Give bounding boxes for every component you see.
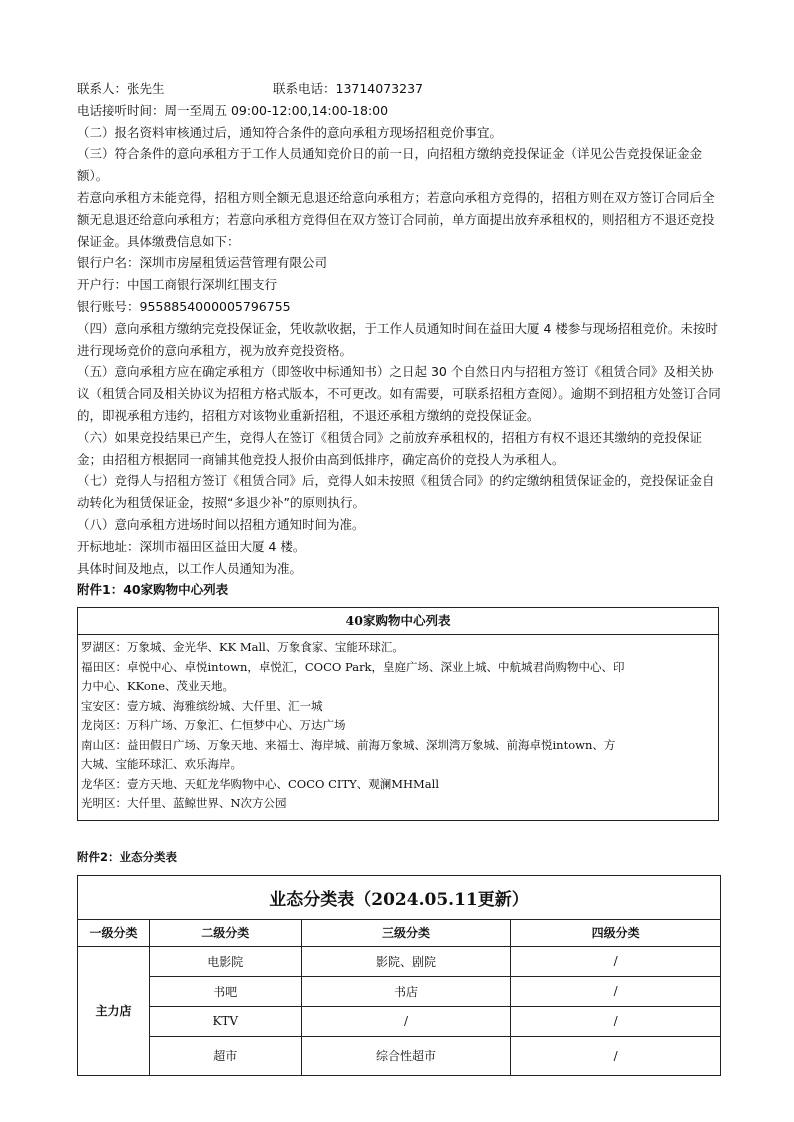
attachment1-heading: 附件1：40家购物中心列表 (77, 582, 229, 598)
district-line: 大城、宝能环球汇、欢乐海岸。 (81, 757, 242, 772)
table-cell: / (301, 1006, 511, 1036)
district-line: 福田区：卓悦中心、卓悦intown，卓悦汇，COCO Park，皇庭广场、深业上城、中航城君尚购物中心、印 (81, 659, 625, 674)
bank-account-number: 银行账号：9558854000005796755 (77, 298, 291, 314)
table-row (78, 1036, 721, 1075)
district-line: 龙华区：壹方天地、天虹龙华购物中心、COCO CITY、观澜MHMall (81, 776, 440, 791)
paragraph-8: （八）意向承租方进场时间以招租方通知时间为准。 (77, 516, 365, 532)
district-line: 罗湖区：万象城、金光华、KK Mall、万象食家、宝能环球汇。 (81, 640, 404, 655)
attachment2-heading: 附件2：业态分类表 (77, 849, 178, 864)
contact-hours: 电话接听时间：周一至周五 09:00-12:00,14:00-18:00 (77, 102, 389, 118)
bank-account-name: 银行户名：深圳市房屋租赁运营管理有限公司 (77, 255, 328, 271)
shopping-center-list-body (78, 635, 718, 820)
table-cell: 超市 (149, 1036, 301, 1075)
time-location-note: 具体时间及地点，以工作人员通知为准。 (77, 560, 303, 576)
shopping-center-list-title: 40家购物中心列表 (78, 608, 718, 635)
paragraph-3: （三）符合条件的意向承租方于工作人员通知竞价日的前一日，向招租方缴纳竞投保证金（详见公告竞投保证金金额）。 (77, 146, 703, 184)
table-row (78, 946, 721, 976)
table-cell: KTV (149, 1006, 301, 1036)
district-line: 南山区：益田假日广场、万象天地、来福士、海岸城、前海万象城、深圳湾万象城、前海卓悦intown、方 (81, 737, 616, 752)
table-cell: 电影院 (149, 946, 301, 976)
table-cell: / (511, 1006, 721, 1036)
business-category-table (77, 875, 721, 1076)
contact-row (77, 78, 722, 100)
table-cell: / (511, 976, 721, 1006)
table-cell: 书店 (301, 976, 511, 1006)
group-cell: 主力店 (78, 946, 150, 1075)
district-line: 宝安区：壹方城、海雅缤纷城、大仟里、汇一城 (81, 698, 323, 713)
paragraph-3b: 若意向承租方未能竞得，招租方则全额无息退还给意向承租方；若意向承租方竞得的，招租方则在双方签订合同后全额无息退还给意向承租方；若意向承租方竞得但在双方签订合同前，单方面提出放弃承租权的，则招租方不退还竞投保证金。具体缴费信息如下： (77, 189, 715, 249)
bank-name: 开户行：中国工商银行深圳红围支行 (77, 277, 278, 293)
district-line: 龙岗区：万科广场、万象汇、仁恒梦中心、万达广场 (81, 718, 346, 733)
contact-phone: 联系电话：13714073237 (273, 81, 423, 96)
table-cell: / (511, 946, 721, 976)
column-header-level3: 三级分类 (301, 919, 511, 946)
document-page (77, 78, 722, 1076)
table-cell: / (511, 1036, 721, 1075)
column-header-level2: 二级分类 (149, 919, 301, 946)
paragraph-2: （二）报名资料审核通过后，通知符合条件的意向承租方现场招租竞价事宜。 (77, 124, 503, 140)
table-cell: 影院、剧院 (301, 946, 511, 976)
paragraph-4: （四）意向承租方缴纳完竞投保证金，凭收款收据，于工作人员通知时间在益田大厦 4 楼参与现场招租竞价。未按时进行现场竞价的意向承租方，视为放弃竞投资格。 (77, 320, 718, 358)
column-header-level1: 一级分类 (78, 919, 150, 946)
paragraph-7: （七）竞得人与招租方签订《租赁合同》后，竞得人如未按照《租赁合同》的约定缴纳租赁保证金的，竞投保证金自动转化为租赁保证金，按照“多退少补”的原则执行。 (77, 473, 715, 511)
bid-address: 开标地址：深圳市福田区益田大厦 4 楼。 (77, 538, 306, 554)
table-cell: 书吧 (149, 976, 301, 1006)
district-line: 力中心、KKone、茂业天地。 (81, 679, 235, 694)
paragraph-5: （五）意向承租方应在确定承租方（即签收中标通知书）之日起 30 个自然日内与招租方签订《租赁合同》及相关协议（租赁合同及相关协议为招租方格式版本，不可更改。如有需要，可联系招租方查阅）。逾期不到招租方处签订合同的，即视承租方违约，招租方对该物业重新招租，不退还承租方缴纳的竞投保证金。 (77, 364, 721, 423)
contact-person: 联系人：张先生 (77, 81, 165, 96)
table-row (78, 976, 721, 1006)
district-line: 光明区：大仟里、蓝鲸世界、N次方公园 (81, 796, 287, 811)
column-header-level4: 四级分类 (511, 919, 721, 946)
table-cell: 综合性超市 (301, 1036, 511, 1075)
table-row (78, 1006, 721, 1036)
shopping-center-list-box (77, 607, 719, 821)
table-title: 业态分类表（2024.05.11更新） (78, 875, 721, 919)
paragraph-6: （六）如果竞投结果已产生，竞得人在签订《租赁合同》之前放弃承租权的，招租方有权不退还其缴纳的竞投保证金；由招租方根据同一商铺其他竞投人报价由高到低排序，确定高价的竞投人为承租人。 (77, 429, 703, 467)
